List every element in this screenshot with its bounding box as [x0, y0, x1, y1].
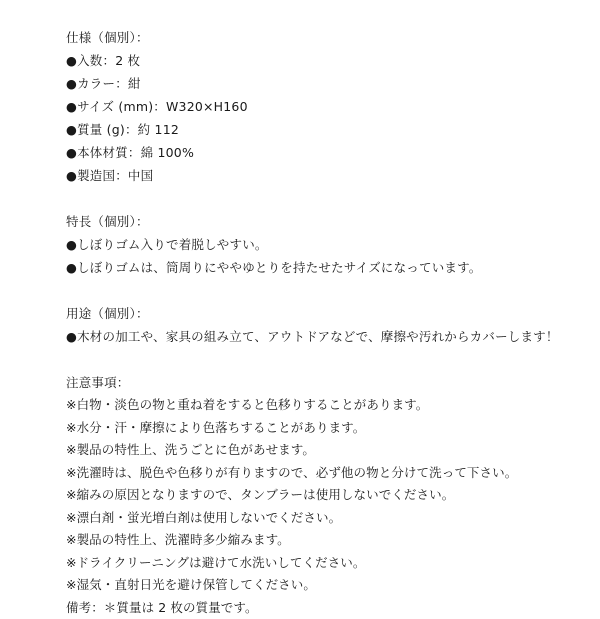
spec-item: ●サイズ (mm)：W320×H160	[66, 95, 576, 118]
remark-line: 備考：＊質量は 2 枚の質量です。	[66, 597, 576, 619]
caution-item: ※漂白剤・蛍光増白剤は使用しないでください。	[66, 507, 576, 530]
usage-section	[66, 302, 576, 348]
caution-section-heading: 注意事項：	[66, 371, 576, 394]
caution-item: ※縮みの原因となりますので、タンブラーは使用しないでください。	[66, 484, 576, 507]
usage-item: ●木材の加工や、家具の組み立て、アウトドアなどで、摩擦や汚れからカバーします！	[66, 325, 576, 348]
feature-item: ●しぼりゴムは、筒周りにややゆとりを持たせたサイズになっています。	[66, 256, 576, 279]
spec-section	[66, 26, 576, 187]
section-gap	[66, 279, 576, 302]
spec-item: ●製造国：中国	[66, 164, 576, 187]
feature-item: ●しぼりゴム入りで着脱しやすい。	[66, 233, 576, 256]
caution-item: ※洗濯時は、脱色や色移りが有りますので、必ず他の物と分けて洗って下さい。	[66, 462, 576, 485]
section-gap	[66, 187, 576, 210]
spec-item: ●入数：2 枚	[66, 49, 576, 72]
caution-item: ※ドライクリーニングは避けて水洗いしてください。	[66, 552, 576, 575]
feature-section	[66, 210, 576, 279]
spec-item: ●本体材質：綿 100%	[66, 141, 576, 164]
spec-item: ●カラー：紺	[66, 72, 576, 95]
caution-item: ※白物・淡色の物と重ね着をすると色移りすることがあります。	[66, 394, 576, 417]
spec-section-heading: 仕様（個別）：	[66, 26, 576, 49]
feature-section-heading: 特長（個別）：	[66, 210, 576, 233]
section-gap	[66, 348, 576, 371]
caution-item: ※製品の特性上、洗うごとに色があせます。	[66, 439, 576, 462]
spec-item: ●質量 (g)：約 112	[66, 118, 576, 141]
caution-section	[66, 371, 576, 597]
caution-item: ※水分・汗・摩擦により色落ちすることがあります。	[66, 417, 576, 440]
usage-section-heading: 用途（個別）：	[66, 302, 576, 325]
caution-item: ※湿気・直射日光を避け保管してください。	[66, 574, 576, 597]
caution-item: ※製品の特性上、洗濯時多少縮みます。	[66, 529, 576, 552]
